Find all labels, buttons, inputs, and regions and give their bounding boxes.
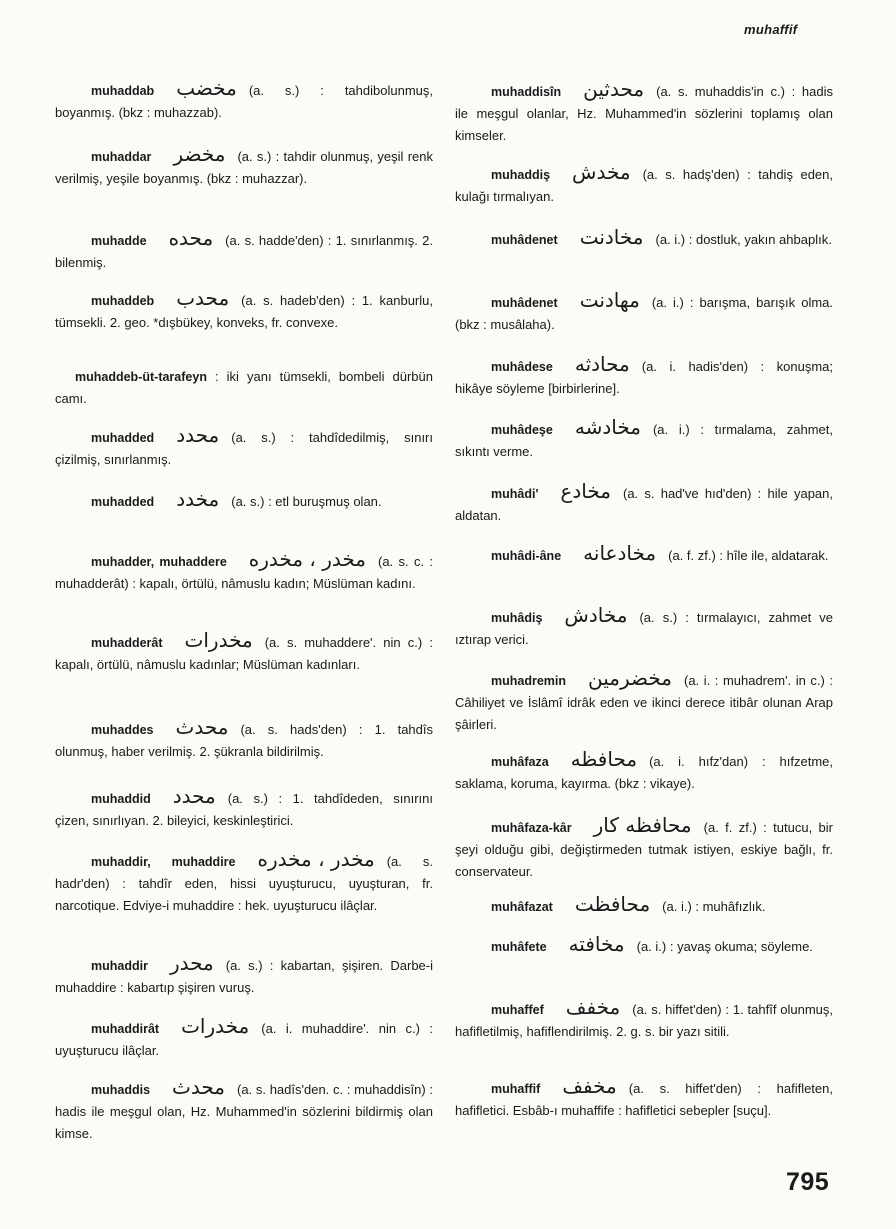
dictionary-entry (55, 847, 433, 917)
entry-arabic-script: محافظه (570, 747, 638, 771)
entry-definition: (a. s. hadde'den) : 1. sınırlanmış. 2. bilenmiş. (55, 233, 433, 270)
entry-headword: muhaddeb (91, 294, 155, 308)
entry-arabic-script: مخفف (565, 995, 621, 1019)
entry-headword: muhâdiş (491, 611, 543, 625)
entry-arabic-script: محدر (169, 951, 214, 975)
entry-definition: (a. s. hadr'den) : tahdîr eden, hissi uyuşturucu, uyuşturan, fr. narcotique. Edviye-i muhaddire : hek. uyuşturucu ilâçlar. (55, 854, 433, 913)
entry-definition: (a. i. muhaddire'. nin c.) : uyuşturucu ilâçlar. (55, 1021, 433, 1058)
entry-arabic-script: مخادشه (574, 415, 641, 439)
entry-definition: (a. i.) : yavaş okuma; söyleme. (636, 939, 813, 954)
dictionary-entry (455, 160, 833, 208)
entry-headword: muhaddid (91, 792, 151, 806)
entry-headword: muhadderât (91, 636, 163, 650)
entry-headword: muhaddirât (91, 1022, 160, 1036)
entry-headword: muhadded (91, 431, 155, 445)
entry-arabic-script: مخضب (176, 76, 237, 100)
entry-definition: (a. s. c. : muhadderât) : kapalı, örtülü, nâmuslu kadın; Müslüman kadını. (55, 554, 433, 591)
entry-headword: muhaddab (91, 84, 155, 98)
dictionary-entry (55, 628, 433, 676)
dictionary-entry (455, 747, 833, 795)
entry-definition: (a. i.) : dostluk, yakın ahbaplık. (655, 232, 832, 247)
entry-arabic-script: محدد (176, 423, 220, 447)
entry-headword: muhâdi' (491, 487, 539, 501)
entry-headword: muhadded (91, 495, 155, 509)
entry-headword: muhâdeşe (491, 423, 553, 437)
dictionary-entry (455, 415, 833, 463)
dictionary-entry (455, 892, 833, 918)
entry-arabic-script: مخدش (572, 160, 631, 184)
entry-headword: muhaffif (491, 1082, 541, 1096)
entry-arabic-script: مخضرمين (588, 666, 672, 690)
entry-arabic-script: محادثه (574, 352, 630, 376)
entry-definition: (a. s.) : etl buruşmuş olan. (231, 494, 382, 509)
entry-definition: (a. s. hadeb'den) : 1. kanburlu, tümsekli. 2. geo. *dışbükey, konveks, fr. convexe. (55, 293, 433, 330)
dictionary-entry (455, 932, 833, 958)
entry-headword: muhâdenet (491, 296, 558, 310)
entry-definition: (a. s.) : tahdibolunmuş, boyanmış. (bkz : muhazzab). (55, 83, 433, 120)
entry-definition: (a. i. : muhadrem'. in c.) : Câhiliyet ve İslâmî idrâk eden ve ikinci derece itibâr olunan Arap şâirleri. (455, 673, 833, 732)
entry-arabic-script: مخادع (560, 479, 611, 503)
entry-headword: muhaddiş (491, 168, 551, 182)
dictionary-entry (55, 951, 433, 999)
entry-definition: (a. s. hadîs'den. c. : muhaddisîn) : hadis ile meşgul olan, Hz. Muhammed'in sözlerini bildirmiş olan kimse. (55, 1082, 433, 1141)
entry-arabic-script: محدد (172, 784, 216, 808)
dictionary-entry (55, 1014, 433, 1062)
entry-definition: (a. s. hadş'den) : tahdiş eden, kulağı tırmalıyan. (455, 167, 833, 204)
entry-arabic-script: مخافته (568, 932, 625, 956)
dictionary-entry (55, 366, 433, 410)
dictionary-entry (55, 1075, 433, 1145)
entry-arabic-script: مخدر ، مخدره (257, 847, 375, 871)
entry-arabic-script: مهادنت (579, 288, 640, 312)
dictionary-entry (455, 813, 833, 883)
running-header: muhaffif (744, 22, 798, 37)
dictionary-entry (55, 226, 433, 274)
dictionary-entry (455, 666, 833, 736)
entry-arabic-script: مخفف (562, 1074, 617, 1098)
dictionary-entry (455, 1074, 833, 1122)
entry-arabic-script: محدث (175, 715, 229, 739)
entry-headword: muhaddes (91, 723, 154, 737)
entry-definition: (a. s.) : 1. tahdîdeden, sınırını çizen, sınırlıyan. 2. bileyici, keskinleştirici. (55, 791, 433, 828)
entry-definition: (a. f. zf.) : hîle ile, aldatarak. (668, 548, 829, 563)
entry-headword: muhâdi-âne (491, 549, 562, 563)
dictionary-entry (455, 479, 833, 527)
dictionary-entry (455, 352, 833, 400)
dictionary-entry (455, 603, 833, 651)
entry-definition: (a. i.) : muhâfızlık. (662, 899, 766, 914)
entry-arabic-script: مخادنت (579, 225, 644, 249)
dictionary-entry (55, 286, 433, 334)
entry-arabic-script: محافظت (574, 892, 651, 916)
dictionary-entry (455, 288, 833, 336)
entry-headword: muhaddisîn (491, 85, 562, 99)
entry-definition: (a. i. hıfz'dan) : hıfzetme, saklama, koruma, kayırma. (bkz : vikaye). (455, 754, 833, 791)
entry-definition: (a. s.) : tahdir olunmuş, yeşil renk verilmiş, yeşile boyanmış. (bkz : muhazzar). (55, 149, 433, 186)
dictionary-entry (455, 541, 833, 567)
entry-arabic-script: مخادش (564, 603, 628, 627)
dictionary-entry (455, 77, 833, 147)
entry-arabic-script: مخدرات (184, 628, 253, 652)
entry-definition: (a. s. hiffet'den) : 1. tahfîf olunmuş, hafifletilmiş, hafiflendirilmiş. 2. g. s. bir yazı sitili. (455, 1002, 833, 1039)
entry-headword: muhâfaza-kâr (491, 821, 572, 835)
entry-definition: (a. i. hadis'den) : konuşma; hikâye söyleme [birbirlerine]. (455, 359, 833, 396)
entry-headword: muhaddir, muhaddire (91, 855, 236, 869)
entry-headword: muhâdenet (491, 233, 558, 247)
entry-headword: muhâfete (491, 940, 547, 954)
entry-definition: (a. s. muhaddere'. nin c.) : kapalı, örtülü, nâmuslu kadınlar; Müslüman kadınları. (55, 635, 433, 672)
page-number: 795 (786, 1168, 830, 1196)
entry-headword: muhâfazat (491, 900, 553, 914)
entry-definition: (a. s.) : tahdîdedilmiş, sınırı çizilmiş, sınırlanmış. (55, 430, 433, 467)
entry-headword: muhaddeb-üt-tarafeyn (75, 370, 207, 384)
entry-headword: muhaddis (91, 1083, 151, 1097)
entry-definition: (a. s.) : tırmalayıcı, zahmet ve ıztırap verici. (455, 610, 833, 647)
entry-headword: muhâdese (491, 360, 553, 374)
entry-arabic-script: مخادعانه (583, 541, 657, 565)
entry-arabic-script: محده (168, 226, 214, 250)
entry-headword: muhâfaza (491, 755, 549, 769)
dictionary-entry (55, 487, 433, 513)
entry-arabic-script: محافظه كار (593, 813, 692, 837)
entry-headword: muhadder, muhaddere (91, 555, 227, 569)
entry-definition: (a. f. zf.) : tutucu, bir şeyi olduğu gibi, değiştirmeden tutmak istiyen, eskiye bağlı, fr. conservateur. (455, 820, 833, 879)
dictionary-entry (55, 547, 433, 595)
entry-definition: (a. s. muhaddis'in c.) : hadis ile meşgul olanlar, Hz. Muhammed'in sözlerini toplamış olan kimseler. (455, 84, 833, 143)
dictionary-entry (455, 995, 833, 1043)
entry-definition: (a. i.) : tırmalama, zahmet, sıkıntı verme. (455, 422, 833, 459)
entry-headword: muhaddar (91, 150, 152, 164)
entry-arabic-script: محدب (176, 286, 230, 310)
entry-definition: (a. i.) : barışma, barışık olma. (bkz : musâlaha). (455, 295, 833, 332)
entry-definition: (a. s. had've hıd'den) : hile yapan, aldatan. (455, 486, 833, 523)
entry-arabic-script: مخدرات (181, 1014, 250, 1038)
entry-definition: (a. s. hads'den) : 1. tahdîs olunmuş, haber verilmiş. 2. şükranla bildirilmiş. (55, 722, 433, 759)
entry-arabic-script: محدثين (583, 77, 645, 101)
entry-headword: muhaffef (491, 1003, 544, 1017)
entry-arabic-script: مخدر ، مخدره (248, 547, 366, 571)
entry-headword: muhaddir (91, 959, 148, 973)
dictionary-entry (455, 225, 833, 251)
entry-definition: (a. s. hiffet'den) : hafifleten, hafifletici. Esbâb-ı muhaffife : hafifletici sebepler [suçu]. (455, 1081, 833, 1118)
entry-arabic-script: محدث (172, 1075, 225, 1099)
entry-arabic-script: مخدد (176, 487, 220, 511)
entry-definition: : iki yanı tümsekli, bombeli dürbün camı. (55, 369, 433, 406)
dictionary-entry (55, 142, 433, 190)
dictionary-entry (55, 423, 433, 471)
dictionary-entry (55, 715, 433, 763)
dictionary-entry (55, 76, 433, 124)
entry-definition: (a. s.) : kabartan, şişiren. Darbe-i muhaddire : kabartıp şişiren vuruş. (55, 958, 433, 995)
entry-arabic-script: مخضر (173, 142, 226, 166)
dictionary-entry (55, 784, 433, 832)
entry-headword: muhadde (91, 234, 147, 248)
entry-headword: muhadremin (491, 674, 567, 688)
